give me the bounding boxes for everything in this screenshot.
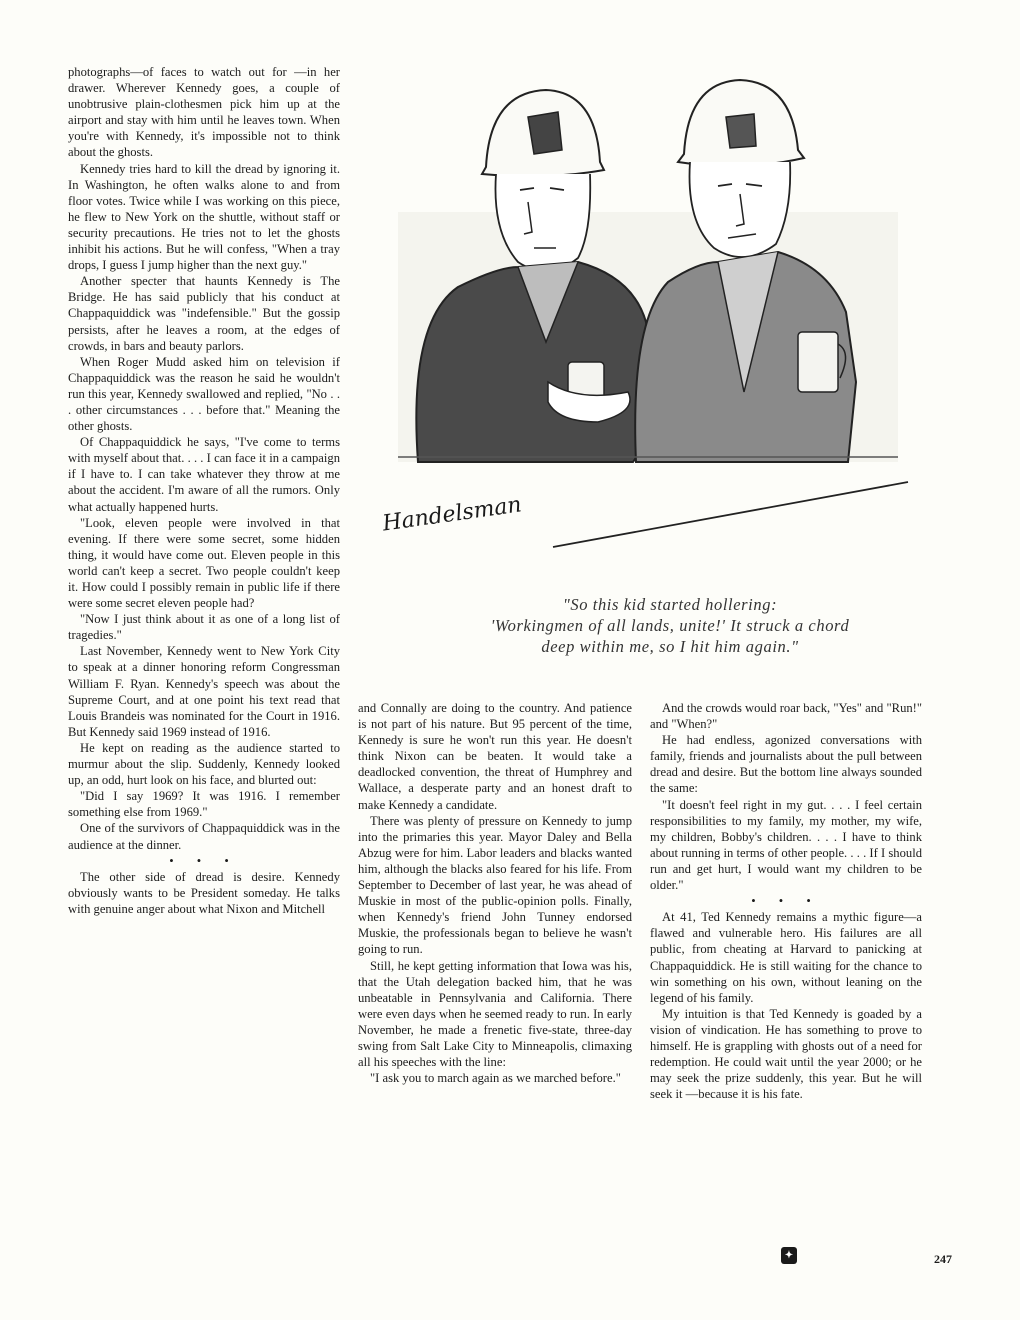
paragraph: And the crowds would roar back, "Yes" and "Run!" and "When?": [650, 701, 922, 732]
paragraph: He had endless, agonized conversations with family, friends and journalists about the pull between dread and desire. But the bottom line always sounded the same:: [650, 733, 922, 796]
paragraph: photographs—of faces to watch out for —in her drawer. Wherever Kennedy goes, a couple of unobtrusive plain-clothesmen pick him up at the airport and stay with him until he leaves town. When you're with Kennedy, it's impossible not to think about the ghosts.: [68, 65, 340, 160]
paragraph: One of the survivors of Chappaquiddick was in the audience at the dinner.: [68, 821, 340, 852]
paragraph: When Roger Mudd asked him on television if Chappaquiddick was the reason he said he wouldn't run this year, Kennedy swallowed and replied, "No . . . other circumstances . . . before that." Meaning the other ghosts.: [68, 354, 340, 434]
paragraph: The other side of dread is desire. Kennedy obviously wants to be President someday. He talks with genuine anger about what Nixon and Mitchell: [68, 869, 340, 916]
paragraph: "It doesn't feel right in my gut. . . . I feel certain responsibilities to my family, my mother, my wife, my children, Bobby's children. . . . I have to think about running in terms of other people. . . . If I should run and get hurt, I would want my children to be older.": [650, 797, 922, 893]
caption-line: "So this kid started hollering:: [562, 595, 778, 614]
section-break: • • •: [169, 853, 239, 868]
paragraph: "Now I just think about it as one of a long list of tragedies.": [68, 612, 340, 643]
paragraph: At 41, Ted Kennedy remains a mythic figure—a flawed and vulnerable hero. His failures are all public, from cheating at Harvard to panicking at Chappaquiddick. He is still waiting for the chance to win something on his own, without leaning on the legend of his family.: [650, 910, 922, 1005]
paragraph: Another specter that haunts Kennedy is The Bridge. He has said publicly that his conduct at Chappaquiddick was "indefensible." But the gossip persists, after he leaves a room, at the edges of crowds, in bars and beauty parlors.: [68, 274, 340, 353]
paragraph: and Connally are doing to the country. And patience is not part of his nature. But 95 percent of the time, Kennedy is sure he won't run this year. He doesn't think Nixon can be beaten. It would take a deadlocked convention, the threat of Humphrey and Wallace, a desperate party and an honest draft to make Kennedy a candidate.: [358, 701, 632, 812]
paragraph: He kept on reading as the audience started to murmur about the slip. Suddenly, Kennedy looked up, an odd, hurt look on his face, and blurted out:: [68, 740, 340, 788]
artist-signature: Handelsman: [380, 492, 524, 537]
section-break: • • •: [751, 894, 821, 909]
cartoon-caption: [420, 594, 920, 657]
paragraph: "Did I say 1969? It was 1916. I remember something else from 1969.": [68, 789, 340, 820]
paragraph: My intuition is that Ted Kennedy is goaded by a vision of vindication. He has something to prove to himself. He is grappling with ghosts out of a need for redemption. He could wait until the year 2000; or he may seek the prize suddenly, this year. But he will seek it —because it is his fate.: [650, 1006, 922, 1102]
paragraph: Kennedy tries hard to kill the dread by ignoring it. In Washington, he often walks alone to and from floor votes. Twice while I was working on this piece, he flew to New York on the shuttle, without staff or security precautions. He tries not to let the ghosts inhibit his actions. But he will confess, "When a tray drops, I guess I jump higher than the next guy.": [68, 161, 340, 273]
paragraph: Still, he kept getting information that Iowa was his, that the Utah delegation backed him, that he was unbeatable in Pennsylvania and California. There were even days when he seemed ready to run. In early November, he made a frenetic five-state, three-day swing from Salt Lake City to Minneapolis, climaxing all his speeches with the line:: [358, 958, 632, 1070]
paragraph: "Look, eleven people were involved in that evening. If there were some secret, some hidden thing, it would have come out. Eleven people in this world can't keep a secret. Two people couldn't keep it. How could I possibly remain in public life if there were some secret eleven people had?: [68, 515, 340, 611]
paragraph: Of Chappaquiddick he says, "I've come to terms with myself about that. . . . I can face it in a campaign if I have to. I can take whatever they throw at me about the accident. I'm aware of all the rumors. Only what actually happened hurts.: [68, 435, 340, 514]
paragraph: Last November, Kennedy went to New York City to speak at a dinner honoring reform Congressman William F. Ryan. Kennedy's speech was about the Supreme Court, and at one point his text read that Louis Brandeis was nominated for the Court in 1916. But Kennedy said 1969 instead of 1916.: [68, 644, 340, 739]
article-column-3: [650, 700, 922, 1102]
page-number: 247: [934, 1252, 952, 1266]
caption-line: deep within me, so I hit him again.": [541, 637, 799, 656]
cartoon-illustration: [378, 62, 923, 582]
article-column-2: [358, 700, 632, 1086]
article-column-1: [68, 64, 340, 917]
paragraph: "I ask you to march again as we marched before.": [370, 1071, 621, 1086]
caption-line: 'Workingmen of all lands, unite!' It struck a chord: [490, 616, 850, 635]
end-mark-icon: ✦: [781, 1247, 797, 1264]
paragraph: There was plenty of pressure on Kennedy to jump into the primaries this year. Mayor Daley and Bella Abzug were for him. Labor leaders and blacks wanted him, although the blacks also feared for his life. From September to December of last year, he was ahead of Muskie in most of the public-opinion polls. Finally, when Kennedy's friend John Tunney endorsed Muskie, the professionals began to believe he wasn't going to run.: [358, 813, 632, 957]
